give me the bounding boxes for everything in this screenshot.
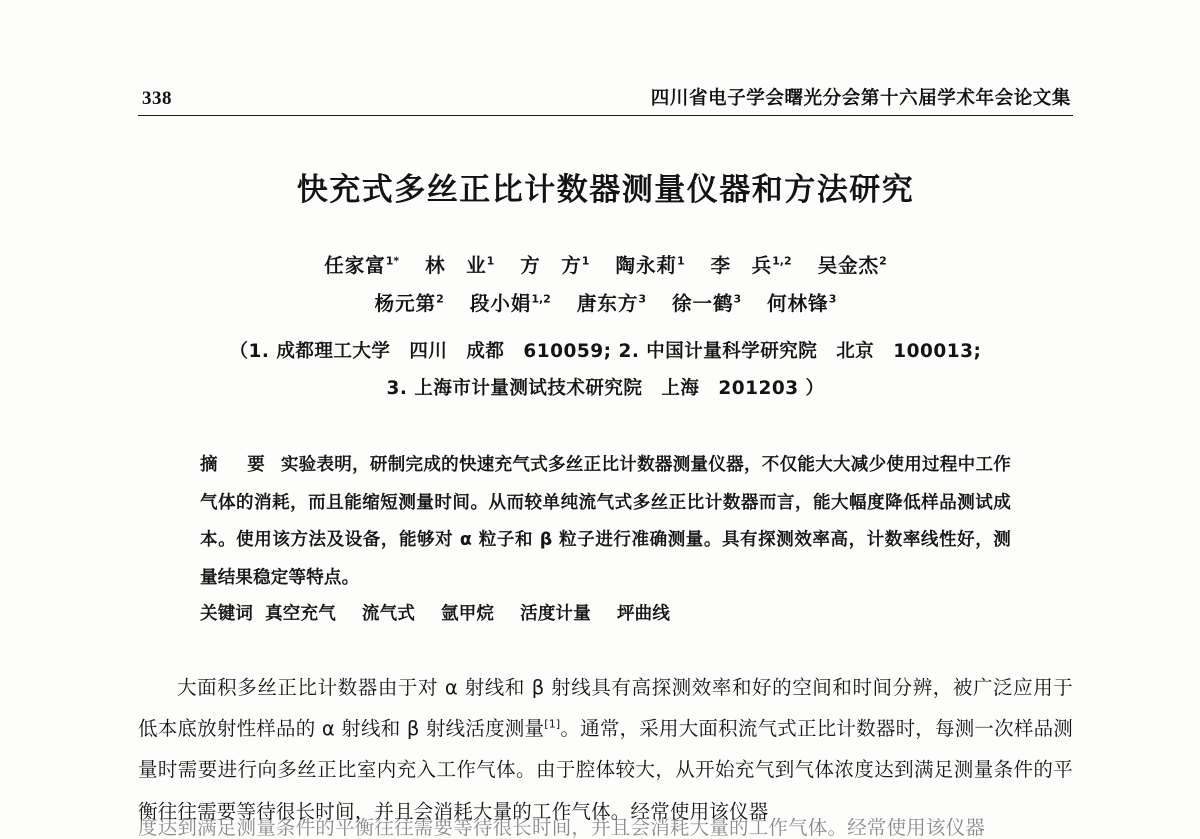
author-entry: 唐东方$^3$ xyxy=(576,292,646,316)
body-paragraph xyxy=(138,667,1073,832)
body-text-part: 大面积多丝正比计数器由于对 α 射线和 β 射线具有高探测效率和好的空间和时间分辨，被广泛应用于低本底放射性样品的 α 射线和 β 射线活度测量 xyxy=(138,675,1073,740)
author-entry: 段小娟$^{1,2}$ xyxy=(469,292,551,316)
keywords-section xyxy=(138,600,1073,625)
affiliation-block xyxy=(138,333,1073,407)
author-entry: 何林锋$^3$ xyxy=(767,292,837,316)
author-entry: 李 兵$^{1,2}$ xyxy=(710,254,792,277)
affiliation-line: 3. 上海市计量测试技术研究院 上海 201203 ） xyxy=(386,378,825,400)
abstract-text: 实验表明，研制完成的快速充气式多丝正比计数器测量仪器，不仅能大大减少使用过程中工作气体的消耗，而且能缩短测量时间。从而较单纯流气式多丝正比计数器而言，能大幅度降低样品测试成本。使用该方法及设备，能够对 α 粒子和 β 粒子进行准确测量。具有探测效率高，计数率线性好，测量结果稳定等特点。 xyxy=(200,455,1012,588)
author-entry: 徐一鹤$^3$ xyxy=(672,292,742,316)
keywords-label: 关键词 xyxy=(200,603,254,624)
affiliation-line: （1. 成都理工大学 四川 成都 610059; 2. 中国计量科学研究院 北京 100013; xyxy=(229,341,982,363)
abstract-label: 摘 要 xyxy=(200,455,271,476)
keyword-item: 坪曲线 xyxy=(616,603,671,624)
author-line-1 xyxy=(138,247,1073,285)
author-entry: 方 方$^1$ xyxy=(520,254,590,277)
keyword-item: 流气式 xyxy=(361,603,416,624)
keyword-item: 氩甲烷 xyxy=(441,603,495,624)
author-entry: 杨元第$^2$ xyxy=(374,292,444,316)
author-line-2 xyxy=(138,285,1073,323)
author-list xyxy=(138,247,1073,323)
author-entry: 任家富$^{1*}$ xyxy=(324,254,400,277)
abstract-section xyxy=(138,447,1073,598)
clipped-bottom-line: 度达到满足测量条件的平衡往往需要等待很长时间，并且会消耗大量的工作气体。经常使用该仪器 xyxy=(138,818,986,839)
author-entry: 林 业$^1$ xyxy=(425,254,495,277)
page-number: 338 xyxy=(142,88,172,109)
body-text-part: 。通常，采用大面积流气式正比计数器时，每测一次样品测量时需要进行向多丝正比室内充入工作气体。由于腔体较大，从开始充气到气体浓度达到满足测量条件的平衡往往需要等待很长时间，并且会消耗大量的工作气体。经常使用该仪器 xyxy=(138,716,1073,823)
keyword-item: 活度计量 xyxy=(520,603,591,624)
journal-title: 四川省电子学会曙光分会第十六届学术年会论文集 xyxy=(650,88,1071,109)
running-header xyxy=(138,84,1073,116)
body-section xyxy=(138,667,1073,832)
page-content xyxy=(138,84,1073,832)
citation-reference: [1] xyxy=(544,717,561,731)
author-entry: 吴金杰$^2$ xyxy=(817,254,887,277)
page-title: 快充式多丝正比计数器测量仪器和方法研究 xyxy=(296,172,915,208)
author-entry: 陶永莉$^1$ xyxy=(615,254,685,277)
keyword-item: 真空充气 xyxy=(265,603,336,624)
